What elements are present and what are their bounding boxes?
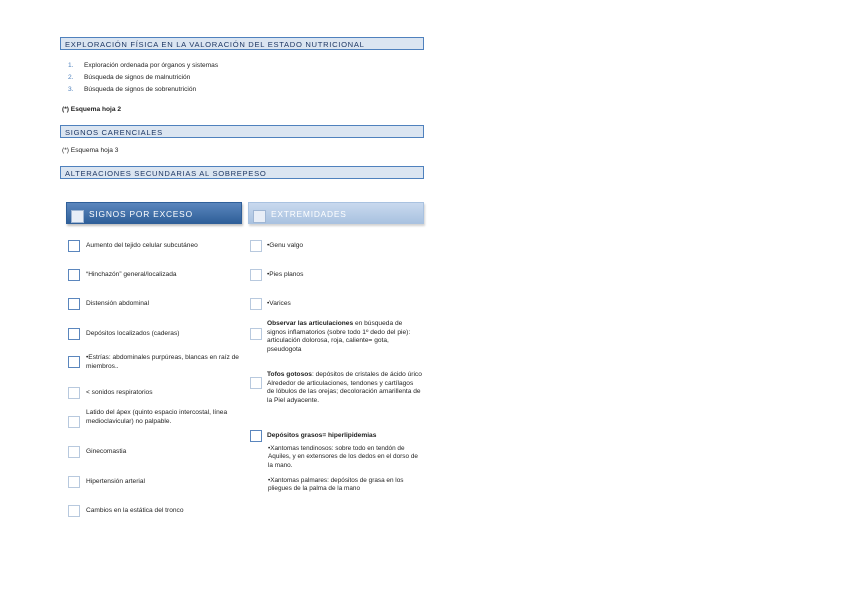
item-checkbox[interactable] bbox=[68, 416, 80, 428]
bold-lead: Observar las articulaciones bbox=[267, 320, 354, 327]
list-number: 1. bbox=[68, 62, 74, 69]
bold-lead: Depósitos grasos= hiperlipidemias bbox=[267, 432, 377, 439]
item-checkbox[interactable] bbox=[250, 377, 262, 389]
item-checkbox[interactable] bbox=[68, 269, 80, 281]
note-esquema-2: (*) Esquema hoja 2 bbox=[62, 106, 121, 113]
list-item: •Genu valgo bbox=[267, 242, 304, 249]
item-checkbox[interactable] bbox=[68, 298, 80, 310]
item-description: : depósitos de cristales de ácido úrico Alrededor de articulaciones, tendones y cartílagos de lóbulos de las orejas; decoloración amarillenta de la Piel adyacente. bbox=[267, 371, 422, 404]
header-checkbox-icon bbox=[253, 210, 266, 223]
item-checkbox[interactable] bbox=[68, 476, 80, 488]
bold-lead: Tofos gotosos bbox=[267, 371, 312, 378]
item-checkbox[interactable] bbox=[250, 298, 262, 310]
list-text: Búsqueda de signos de sobrenutrición bbox=[84, 86, 197, 93]
list-item: Cambios en la estática del tronco bbox=[86, 507, 184, 514]
item-checkbox[interactable] bbox=[250, 240, 262, 252]
list-item-articulaciones bbox=[267, 320, 422, 354]
note-esquema-3: (*) Esquema hoja 3 bbox=[62, 147, 119, 154]
column-header-extremidades bbox=[248, 202, 424, 224]
header-checkbox-icon bbox=[71, 210, 84, 223]
list-number: 3. bbox=[68, 86, 74, 93]
list-item: Depósitos localizados (caderas) bbox=[86, 330, 180, 337]
list-item: Hipertensión arterial bbox=[86, 478, 146, 485]
column-header-label: SIGNOS POR EXCESO bbox=[89, 209, 193, 219]
item-checkbox[interactable] bbox=[250, 328, 262, 340]
sub-item-xantomas-tendinosos: •Xantomas tendinosos: sobre todo en tendón de Aquiles, y en extensores de los dedos en el dorso de la mano. bbox=[268, 445, 418, 469]
list-item: •Pies planos bbox=[267, 271, 304, 278]
item-checkbox[interactable] bbox=[68, 328, 80, 340]
list-item: Latido del ápex (quinto espacio intercostal, línea medioclavicular) no palpable. bbox=[86, 409, 228, 425]
item-checkbox[interactable] bbox=[68, 356, 80, 368]
list-text: Exploración ordenada por órganos y sistemas bbox=[84, 62, 219, 69]
list-item: Ginecomastia bbox=[86, 448, 127, 455]
list-item bbox=[68, 86, 196, 94]
list-item: < sonidos respiratorios bbox=[86, 389, 153, 396]
column-header-label: EXTREMIDADES bbox=[271, 209, 347, 219]
item-checkbox[interactable] bbox=[68, 387, 80, 399]
item-checkbox[interactable] bbox=[68, 240, 80, 252]
item-checkbox[interactable] bbox=[68, 446, 80, 458]
item-checkbox[interactable] bbox=[68, 505, 80, 517]
list-item: Distensión abdominal bbox=[86, 300, 150, 307]
column-header-signos-exceso bbox=[66, 202, 242, 224]
section-title-alteraciones: ALTERACIONES SECUNDARIAS AL SOBREPESO bbox=[60, 166, 424, 179]
list-item: •Varices bbox=[267, 300, 291, 307]
list-item: “Hinchazón” general/localizada bbox=[86, 271, 177, 278]
section-title-exploracion: EXPLORACIÓN FÍSICA EN LA VALORACIÓN DEL ESTADO NUTRICIONAL bbox=[60, 37, 424, 50]
list-item: •Estrías: abdominales purpúreas, blancas en raíz de miembros.. bbox=[86, 354, 239, 370]
item-checkbox[interactable] bbox=[250, 269, 262, 281]
list-item-depositos bbox=[267, 432, 427, 441]
item-description: en búsqueda de signos inflamatorios (sobre todo 1º dedo del pie): articulación dolorosa, roja, caliente= gota, pseudogota bbox=[267, 320, 411, 353]
list-number: 2. bbox=[68, 74, 74, 81]
list-item: Aumento del tejido celular subcutáneo bbox=[86, 242, 198, 249]
item-checkbox[interactable] bbox=[250, 430, 262, 442]
list-item bbox=[68, 74, 190, 82]
list-text: Búsqueda de signos de malnutrición bbox=[84, 74, 191, 81]
list-item-tofos bbox=[267, 371, 422, 405]
sub-item-xantomas-palmares: •Xantomas palmares: depósitos de grasa en los pliegues de la palma de la mano bbox=[268, 477, 404, 493]
list-item bbox=[68, 62, 218, 70]
section-title-signos-carenciales: SIGNOS CARENCIALES bbox=[60, 125, 424, 138]
